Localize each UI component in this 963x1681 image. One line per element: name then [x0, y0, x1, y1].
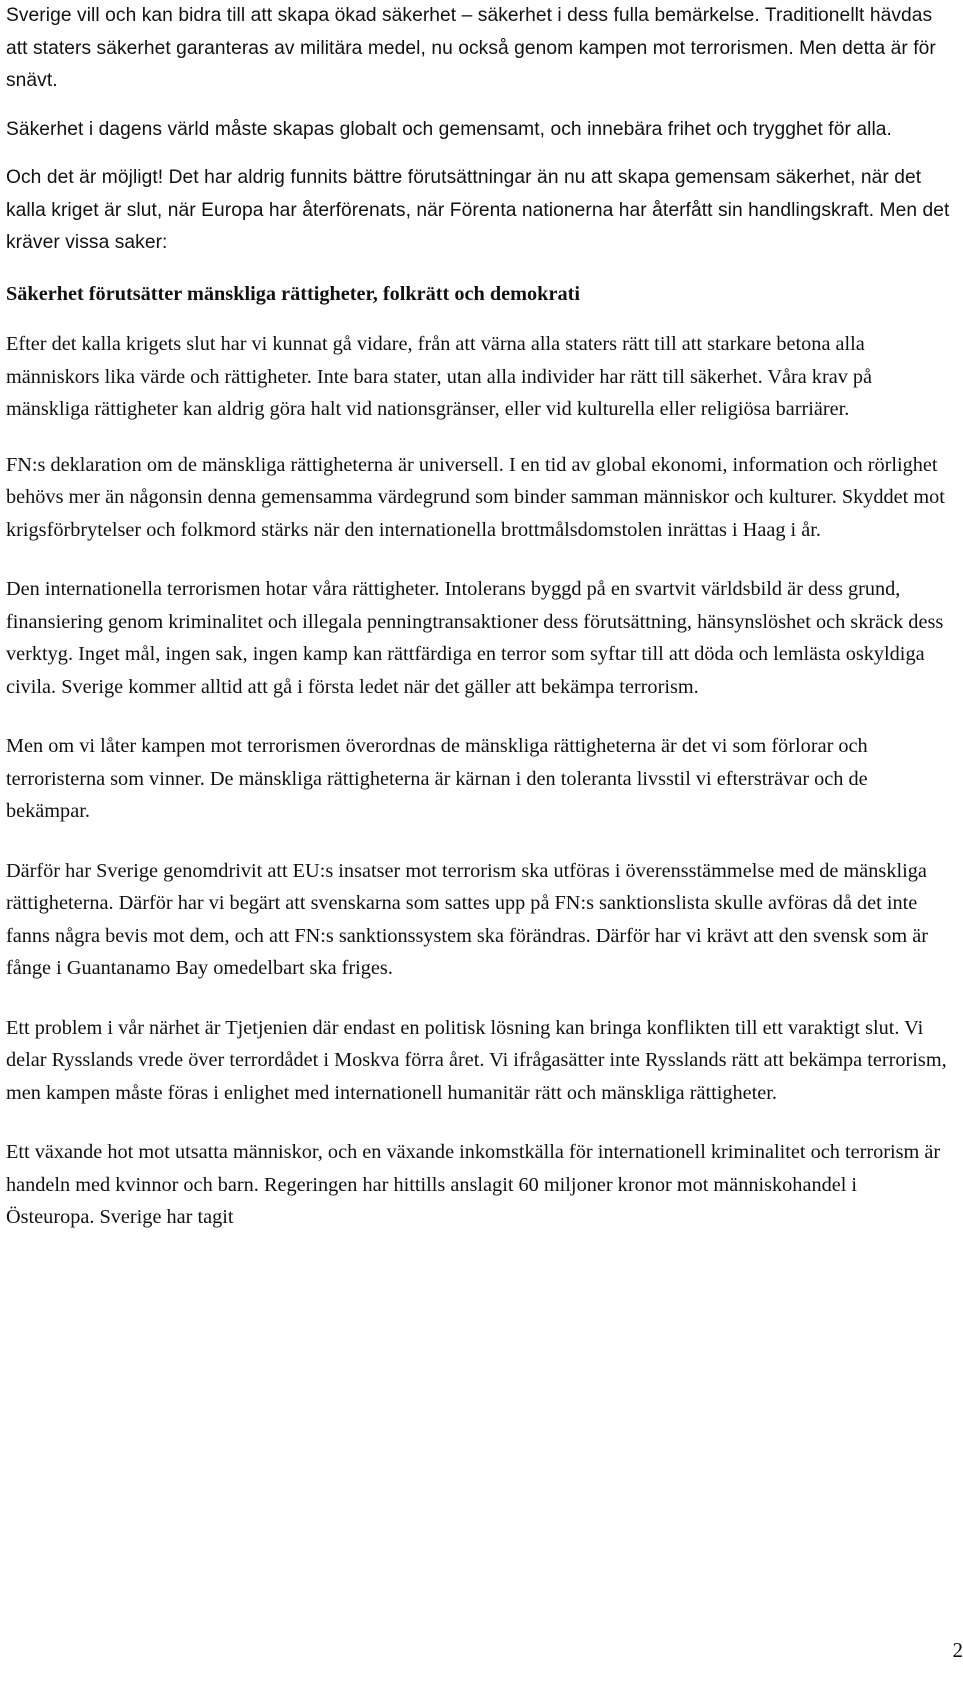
section-heading: Säkerhet förutsätter mänskliga rättigheter, folkrätt och demokrati [6, 282, 580, 305]
paragraph-possible: Och det är möjligt! Det har aldrig funnits bättre förutsättningar än nu att skapa gemensam säkerhet, när det kalla kriget är slut, när Europa har återförenats, när Förenta nationerna har återfått sin handlingskraft. Men det kräver vissa saker: [6, 167, 950, 253]
paragraph-human-rights-core: Men om vi låter kampen mot terrorismen överordnas de mänskliga rättigheterna är det vi som förlorar och terroristerna som vinner. De mänskliga rättigheterna är kärnan i den toleranta livsstil vi eftersträvar och de bekämpar. [6, 735, 868, 822]
page-number: 2 [952, 1638, 963, 1662]
document-body [6, 0, 950, 1234]
paragraph-un-declaration: FN:s deklaration om de mänskliga rättigheterna är universell. I en tid av global ekonomi, information och rörlighet behövs mer än någonsin denna gemensamma värdegrund som binder samman människor och kulturer. Skyddet mot krigsförbrytelser och folkmord stärks när den internationella brottmålsdomstolen inrättas i Haag i år. [6, 453, 945, 541]
paragraph-after-cold-war: Efter det kalla krigets slut har vi kunnat gå vidare, från att värna alla staters rätt till att starkare betona alla människors lika värde och rättigheter. Inte bara stater, utan alla individer har rätt till säkerhet. Våra krav på mänskliga rättigheter kan aldrig göra halt vid nationsgränser, eller vid kulturella eller religiösa barriärer. [6, 333, 873, 420]
paragraph-intro: Sverige vill och kan bidra till att skapa ökad säkerhet – säkerhet i dess fulla bemärkelse. Traditionellt hävdas att staters säkerhet garanteras av militära medel, nu också genom kampen mot terrorismen. Men detta är för snävt. [6, 5, 936, 91]
paragraph-chechnya: Ett problem i vår närhet är Tjetjenien där endast en politisk lösning kan bringa konflikten till ett varaktigt slut. Vi delar Rysslands vrede över terrordådet i Moskva förra året. Vi ifrågasätter inte Rysslands rätt att bekämpa terrorism, men kampen måste föras i enlighet med internationell humanitär rätt och mänskliga rättigheter. [6, 1016, 947, 1104]
paragraph-eu-measures: Därför har Sverige genomdrivit att EU:s insatser mot terrorism ska utföras i överensstämmelse med de mänskliga rättigheterna. Därför har vi begärt att svenskarna som sattes upp på FN:s sanktionslista skulle avföras då det inte fanns några bevis mot dem, och att FN:s sanktionssystem ska förändras. Därför har vi krävt att den svensk som är fånge i Guantanamo Bay omedelbart ska friges. [6, 859, 929, 979]
paragraph-trafficking: Ett växande hot mot utsatta människor, och en växande inkomstkälla för internationell kriminalitet och terrorism är handeln med kvinnor och barn. Regeringen har hittills anslagit 60 miljoner kronor mot människohandel i Östeuropa. Sverige har tagit [6, 1141, 941, 1228]
paragraph-global-security: Säkerhet i dagens värld måste skapas globalt och gemensamt, och innebära frihet och trygghet för alla. [6, 118, 892, 140]
paragraph-terrorism-threat: Den internationella terrorismen hotar våra rättigheter. Intolerans byggd på en svartvit världsbild är dess grund, finansiering genom kriminalitet och illegala penningtransaktioner dess förutsättning, hänsynslöshet och skräck dess verktyg. Inget mål, ingen sak, ingen kamp kan rättfärdiga en terror som syftar till att döda och lemlästa oskyldiga civila. Sverige kommer alltid att gå i första ledet när det gäller att bekämpa terrorism. [6, 578, 944, 698]
